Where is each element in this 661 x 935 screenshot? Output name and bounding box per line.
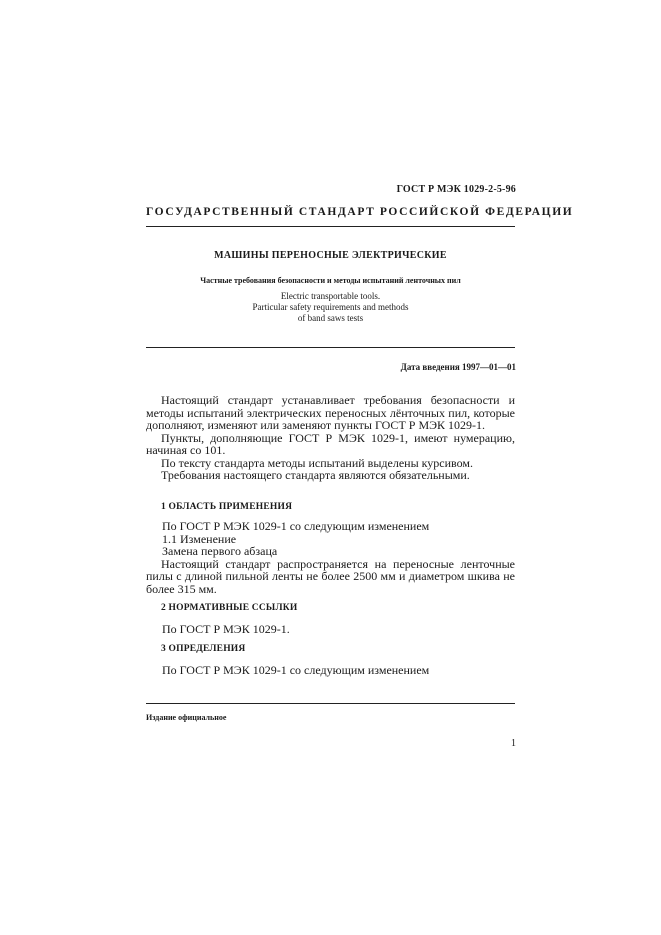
edition-note: Издание официальное <box>146 713 227 722</box>
section-heading-references: 2 НОРМАТИВНЫЕ ССЫЛКИ <box>161 603 298 613</box>
intro-paragraph: Пункты, дополняющие ГОСТ Р МЭК 1029-1, имеют нумерацию, начиная со 101. <box>146 430 515 457</box>
header-divider <box>146 347 515 348</box>
section-line: Замена первого абзаца <box>162 544 278 558</box>
main-title: МАШИНЫ ПЕРЕНОСНЫЕ ЭЛЕКТРИЧЕСКИЕ <box>214 250 447 261</box>
section-paragraph: Настоящий стандарт распространяется на переносные ленточные пилы с длиной пильной ленты не более 2500 мм и диаметром шкива не более 315 мм. <box>146 556 515 596</box>
section-references-body <box>146 623 515 636</box>
section-line: По ГОСТ Р МЭК 1029-1 со следующим изменением <box>162 663 430 677</box>
date-of-introduction: Дата введения 1997—01—01 <box>400 362 516 372</box>
section-line: 1.1 Изменение <box>162 531 237 546</box>
intro-paragraph: Требования настоящего стандарта являются обязательными. <box>161 468 470 482</box>
standard-title: ГОСУДАРСТВЕННЫЙ СТАНДАРТ РОССИЙСКОЙ ФЕДЕРАЦИИ <box>146 206 574 218</box>
english-title <box>146 291 515 324</box>
title-divider <box>146 226 515 227</box>
english-title-line: Particular safety requirements and methods <box>252 302 409 312</box>
sub-title: Частные требования безопасности и методы испытаний ленточных пил <box>200 276 461 285</box>
footer-divider <box>146 703 515 704</box>
section-line: По ГОСТ Р МЭК 1029-1 со следующим изменением <box>162 519 430 533</box>
page-number: 1 <box>511 738 516 749</box>
document-number: ГОСТ Р МЭК 1029-2-5-96 <box>396 184 516 195</box>
section-scope-body <box>146 520 515 595</box>
intro-paragraph: По тексту стандарта методы испытаний выделены курсивом. <box>161 455 473 470</box>
english-title-line: of band saws tests <box>297 313 364 323</box>
section-line: По ГОСТ Р МЭК 1029-1. <box>162 622 290 636</box>
intro-paragraph: Настоящий стандарт устанавливает требования безопасности и методы испытаний электрических переносных лёнточных пил, которые дополняют, изменяют или заменяют пункты ГОСТ Р МЭК 1029-1. <box>146 393 515 432</box>
intro-block <box>146 394 515 482</box>
section-heading-definitions: 3 ОПРЕДЕЛЕНИЯ <box>161 644 246 654</box>
english-title-line: Electric transportable tools. <box>280 291 381 301</box>
section-definitions-body <box>146 664 515 677</box>
section-heading-scope: 1 ОБЛАСТЬ ПРИМЕНЕНИЯ <box>161 502 293 512</box>
